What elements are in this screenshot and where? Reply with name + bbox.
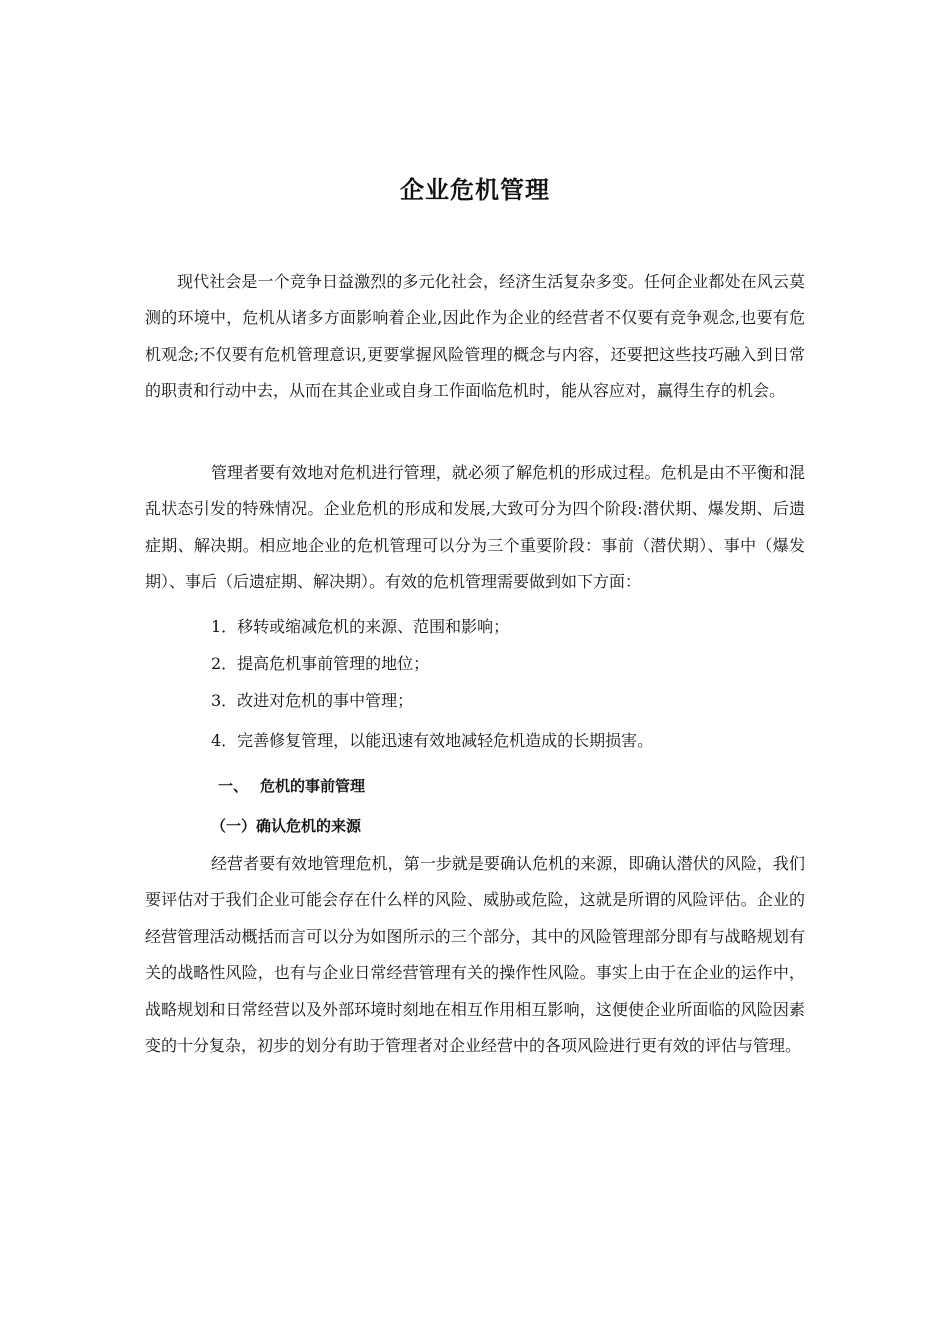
section-heading-text: 危机的事前管理 [260,777,366,795]
list-item-4: 4．完善修复管理，以能迅速有效地减轻危机造成的长期损害。 [211,731,654,750]
document-title: 企业危机管理 [400,176,550,204]
section-heading [218,774,365,798]
risk-source-paragraph: 经营者要有效地管理危机，第一步就是要确认危机的来源，即确认潜伏的风险，我们要评估对于我们企业可能会存在什么样的风险、威胁或危险，这就是所谓的风险评估。企业的经营管理活动概括而言可以分为如图所示的三个部分，其中的风险管理部分即有与战略规划有关的战略性风险，也有与企业日常经营管理有关的操作性风险。事实上由于在企业的运作中，战略规划和日常经营以及外部环境时刻地在相互作用相互影响，这便使企业所面临的风险因素变的十分复杂，初步的划分有助于管理者对企业经营中的各项风险进行更有效的评估与管理。 [145,854,805,1056]
section-heading-number: 一、 [218,777,249,795]
subsection-heading: （一）确认危机的来源 [211,817,362,835]
list-item-2: 2．提高危机事前管理的地位； [211,654,430,673]
list-item-3: 3．改进对危机的事中管理； [211,691,414,710]
crisis-stages-paragraph: 管理者要有效地对危机进行管理，就必须了解危机的形成过程。危机是由不平衡和混乱状态引发的特殊情况。企业危机的形成和发展,大致可分为四个阶段:潜伏期、爆发期、后遗症期、解决期。相应地企业的危机管理可以分为三个重要阶段：事前（潜伏期）、事中（爆发期）、事后（后遗症期、解决期）。有效的危机管理需要做到如下方面： [145,463,805,592]
intro-paragraph: 现代社会是一个竞争日益激烈的多元化社会，经济生活复杂多变。任何企业都处在风云莫测的环境中，危机从诸多方面影响着企业,因此作为企业的经营者不仅要有竞争观念,也要有危机观念;不仅要有危机管理意识,更要掌握风险管理的概念与内容，还要把这些技巧融入到日常的职责和行动中去，从而在其企业或自身工作面临危机时，能从容应对，赢得生存的机会。 [145,272,805,401]
list-item-1: 1．移转或缩减危机的来源、范围和影响； [211,617,510,636]
